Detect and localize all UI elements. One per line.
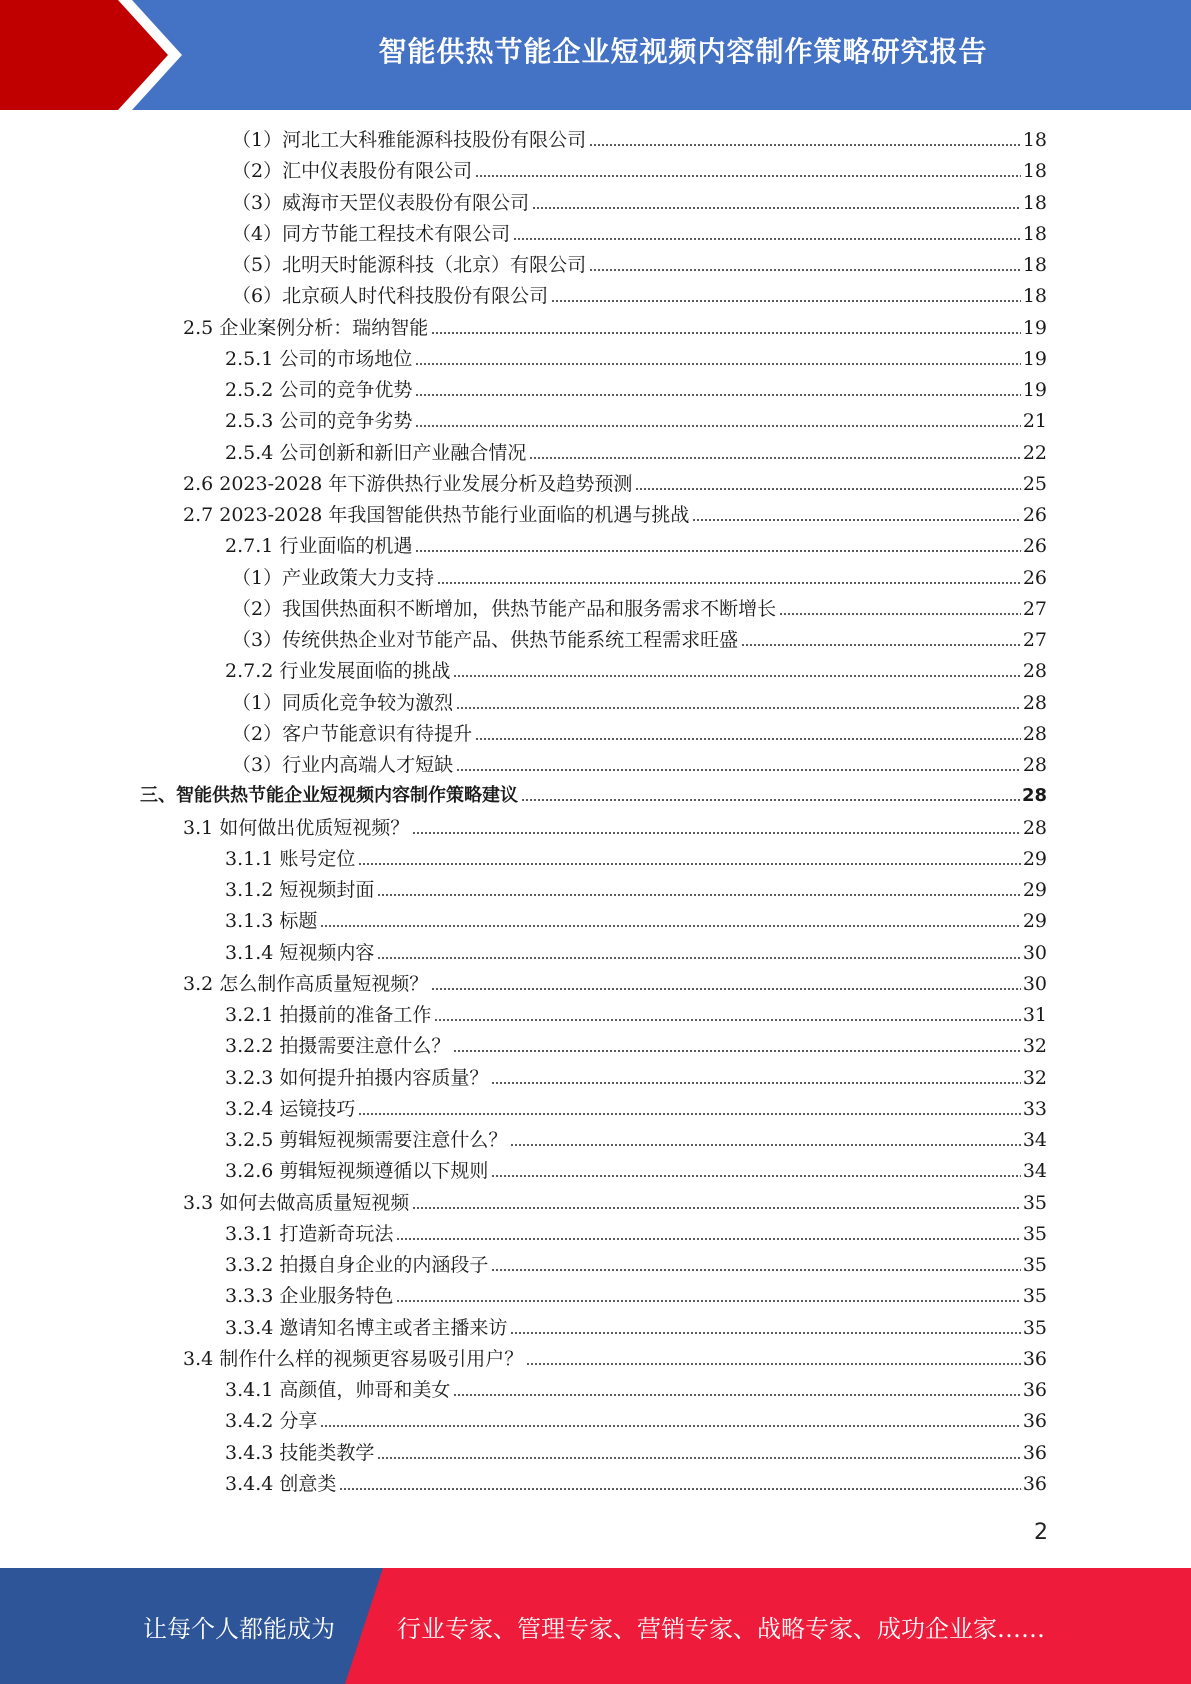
- toc-entry-title: 3.3.2 拍摄自身企业的内涵段子: [225, 1254, 489, 1276]
- toc-entry-page: 18: [1022, 191, 1047, 214]
- toc-entry[interactable]: [225, 1378, 1047, 1402]
- toc-entry-page: 18: [1022, 160, 1047, 183]
- toc-entry-page: 18: [1022, 285, 1047, 308]
- toc-entry-page: 19: [1022, 316, 1047, 339]
- toc-entry[interactable]: [225, 659, 1047, 683]
- toc-entry-page: 31: [1022, 1004, 1047, 1026]
- toc-dot-leader: [396, 1300, 1020, 1302]
- toc-entry-title: 3.3.4 邀请知名博主或者主播来访: [225, 1316, 508, 1339]
- toc-entry[interactable]: [225, 1097, 1047, 1121]
- toc-entry[interactable]: [225, 1472, 1047, 1496]
- toc-entry[interactable]: [225, 1409, 1047, 1433]
- toc-dot-leader: [526, 1363, 1021, 1365]
- toc-dot-leader: [529, 457, 1020, 459]
- toc-entry-title: （1）河北工大科雅能源科技股份有限公司: [232, 129, 587, 151]
- toc-entry[interactable]: [232, 628, 1047, 652]
- toc-entry-title: 3.4.1 高颜值，帅哥和美女: [225, 1379, 451, 1401]
- toc-entry-page: 26: [1022, 504, 1047, 526]
- toc-entry-title: （5）北明天时能源科技（北京）有限公司: [232, 254, 587, 276]
- toc-entry-title: 3.3.1 打造新奇玩法: [225, 1222, 394, 1245]
- toc-entry-page: 35: [1022, 1191, 1047, 1214]
- toc-dot-leader: [741, 644, 1021, 646]
- page-number: 2: [1034, 1520, 1048, 1545]
- toc-entry-page: 18: [1022, 254, 1047, 276]
- toc-entry-page: 18: [1022, 222, 1047, 245]
- toc-entry[interactable]: [183, 316, 1047, 340]
- toc-dot-leader: [510, 1144, 1020, 1146]
- toc-entry[interactable]: [140, 784, 1047, 808]
- toc-entry[interactable]: [232, 753, 1047, 777]
- toc-entry[interactable]: [225, 441, 1047, 465]
- toc-dot-leader: [453, 1050, 1020, 1052]
- footer-slogan-right: 行业专家、管理专家、营销专家、战略专家、成功企业家……: [397, 1614, 1045, 1643]
- toc-entry-page: 36: [1022, 1347, 1047, 1370]
- toc-entry-title: （2）汇中仪表股份有限公司: [232, 160, 473, 183]
- toc-entry[interactable]: [232, 722, 1047, 746]
- toc-entry-page: 19: [1022, 379, 1047, 401]
- toc-entry[interactable]: [183, 503, 1047, 527]
- toc-entry-title: 3.4.4 创意类: [225, 1472, 337, 1495]
- toc-entry-page: 36: [1022, 1379, 1047, 1401]
- toc-entry[interactable]: [232, 159, 1047, 183]
- toc-entry-page: 28: [1022, 816, 1047, 839]
- toc-entry-title: 3.1.4 短视频内容: [225, 941, 375, 964]
- toc-entry-page: 35: [1022, 1222, 1047, 1245]
- toc-entry-title: 2.7 2023-2028 年我国智能供热节能行业面临的机遇与挑战: [183, 504, 690, 526]
- toc-entry[interactable]: [232, 222, 1047, 246]
- toc-entry-title: 3.2.1 拍摄前的准备工作: [225, 1004, 432, 1026]
- toc-dot-leader: [510, 1332, 1020, 1334]
- toc-entry[interactable]: [225, 1284, 1047, 1308]
- toc-dot-leader: [320, 925, 1020, 927]
- toc-entry[interactable]: [225, 1128, 1047, 1152]
- toc-entry-title: （3）威海市天罡仪表股份有限公司: [232, 191, 530, 214]
- toc-entry[interactable]: [225, 1003, 1047, 1027]
- toc-entry-page: 26: [1022, 566, 1047, 589]
- toc-entry-title: （3）传统供热企业对节能产品、供热节能系统工程需求旺盛: [232, 629, 739, 651]
- toc-dot-leader: [396, 1238, 1020, 1240]
- toc-entry[interactable]: [225, 909, 1047, 933]
- toc-dot-leader: [412, 832, 1021, 834]
- toc-entry-page: 29: [1022, 910, 1047, 933]
- toc-entry[interactable]: [225, 1159, 1047, 1183]
- toc-entry-title: （6）北京硕人时代科技股份有限公司: [232, 285, 549, 308]
- toc-entry-title: （3）行业内高端人才短缺: [232, 754, 454, 776]
- toc-entry-title: 2.5.3 公司的竞争劣势: [225, 410, 413, 433]
- toc-entry[interactable]: [225, 378, 1047, 402]
- toc-entry-title: 3.2.5 剪辑短视频需要注意什么？: [225, 1129, 508, 1151]
- toc-entry-page: 28: [1022, 660, 1047, 683]
- toc-dot-leader: [692, 519, 1020, 521]
- toc-entry[interactable]: [183, 1347, 1047, 1371]
- toc-entry[interactable]: [232, 597, 1047, 621]
- toc-entry-page: 32: [1022, 1066, 1047, 1089]
- toc-entry-title: （2）客户节能意识有待提升: [232, 722, 473, 745]
- toc-entry[interactable]: [225, 409, 1047, 433]
- toc-entry-page: 29: [1022, 847, 1047, 870]
- toc-entry-page: 28: [1022, 691, 1047, 714]
- toc-entry-title: 3.2 怎么制作高质量短视频？: [183, 972, 429, 995]
- toc-dot-leader: [475, 738, 1021, 740]
- toc-entry-page: 21: [1022, 410, 1047, 433]
- toc-entry-page: 35: [1022, 1254, 1047, 1276]
- toc-entry-page: 34: [1022, 1129, 1047, 1151]
- toc-entry-title: （1）产业政策大力支持: [232, 566, 435, 589]
- toc-dot-leader: [456, 707, 1021, 709]
- toc-dot-leader: [358, 1113, 1020, 1115]
- toc-entry-page: 28: [1021, 785, 1047, 807]
- toc-dot-leader: [431, 332, 1021, 334]
- header-banner: [0, 0, 1191, 110]
- toc-dot-leader: [491, 1175, 1020, 1177]
- toc-entry-title: 3.3.3 企业服务特色: [225, 1285, 394, 1308]
- toc-entry-page: 29: [1022, 879, 1047, 901]
- toc-dot-leader: [475, 175, 1021, 177]
- toc-entry[interactable]: [225, 1441, 1047, 1465]
- toc-entry[interactable]: [183, 472, 1047, 496]
- toc-entry[interactable]: [225, 941, 1047, 965]
- toc-entry-title: （4）同方节能工程技术有限公司: [232, 222, 511, 245]
- toc-entry[interactable]: [232, 691, 1047, 715]
- toc-entry-page: 30: [1022, 941, 1047, 964]
- toc-entry-page: 22: [1022, 441, 1047, 464]
- toc-entry-title: 3.4.2 分享: [225, 1410, 318, 1433]
- toc-entry-page: 36: [1022, 1472, 1047, 1495]
- toc-entry-page: 32: [1022, 1035, 1047, 1058]
- toc-entry-page: 35: [1022, 1316, 1047, 1339]
- toc-entry[interactable]: [225, 1034, 1047, 1058]
- toc-dot-leader: [437, 582, 1021, 584]
- toc-dot-leader: [456, 769, 1021, 771]
- toc-entry-title: 2.7.1 行业面临的机遇: [225, 535, 413, 558]
- toc-dot-leader: [415, 394, 1020, 396]
- toc-entry[interactable]: [232, 566, 1047, 590]
- toc-entry-page: 26: [1022, 535, 1047, 558]
- toc-entry[interactable]: [183, 1191, 1047, 1215]
- toc-dot-leader: [453, 675, 1020, 677]
- toc-entry[interactable]: [232, 128, 1047, 152]
- toc-dot-leader: [339, 1488, 1020, 1490]
- toc-dot-leader: [377, 894, 1020, 896]
- toc-entry-title: 3.1.1 账号定位: [225, 847, 356, 870]
- toc-dot-leader: [415, 363, 1020, 365]
- toc-entry-title: 3.2.3 如何提升拍摄内容质量？: [225, 1066, 489, 1089]
- toc-entry-title: 2.7.2 行业发展面临的挑战: [225, 660, 451, 683]
- footer-banner: [0, 1568, 1191, 1684]
- toc-entry-title: （2）我国供热面积不断增加，供热节能产品和服务需求不断增长: [232, 597, 777, 620]
- toc-entry-title: 3.1.2 短视频封面: [225, 879, 375, 901]
- toc-dot-leader: [415, 425, 1020, 427]
- toc-entry-title: 3.4.3 技能类教学: [225, 1441, 375, 1464]
- toc-entry-title: 2.5.2 公司的竞争优势: [225, 379, 413, 401]
- toc-entry-page: 19: [1022, 347, 1047, 370]
- toc-entry[interactable]: [225, 847, 1047, 871]
- toc-dot-leader: [635, 488, 1020, 490]
- toc-dot-leader: [434, 1019, 1020, 1021]
- toc-dot-leader: [491, 1082, 1020, 1084]
- toc-entry[interactable]: [232, 253, 1047, 277]
- toc-dot-leader: [431, 988, 1021, 990]
- toc-dot-leader: [521, 799, 1020, 801]
- toc-dot-leader: [589, 144, 1021, 146]
- toc-entry[interactable]: [183, 816, 1047, 840]
- toc-entry-title: 三、智能供热节能企业短视频内容制作策略建议: [140, 785, 518, 807]
- toc-entry[interactable]: [225, 878, 1047, 902]
- toc-entry-title: 2.5 企业案例分析：瑞纳智能: [183, 316, 429, 339]
- page-title: 智能供热节能企业短视频内容制作策略研究报告: [378, 35, 988, 68]
- toc-dot-leader: [513, 238, 1021, 240]
- toc-entry-page: 36: [1022, 1441, 1047, 1464]
- toc-entry-title: 3.2.2 拍摄需要注意什么？: [225, 1035, 451, 1058]
- toc-dot-leader: [491, 1269, 1020, 1271]
- toc-entry-page: 27: [1022, 597, 1047, 620]
- toc-dot-leader: [358, 863, 1020, 865]
- toc-entry-page: 34: [1022, 1160, 1047, 1183]
- toc-entry-title: 2.5.1 公司的市场地位: [225, 347, 413, 370]
- toc-entry[interactable]: [225, 347, 1047, 371]
- toc-entry-page: 27: [1022, 629, 1047, 651]
- toc-dot-leader: [377, 1457, 1020, 1459]
- toc-entry-page: 25: [1022, 472, 1047, 495]
- toc-dot-leader: [453, 1394, 1020, 1396]
- toc-dot-leader: [589, 269, 1021, 271]
- toc-entry-title: 2.5.4 公司创新和新旧产业融合情况: [225, 441, 527, 464]
- toc-entry-title: 3.1 如何做出优质短视频？: [183, 816, 410, 839]
- toc-entry-title: 3.3 如何去做高质量短视频: [183, 1191, 410, 1214]
- toc-entry[interactable]: [232, 191, 1047, 215]
- toc-entry-title: （1）同质化竞争较为激烈: [232, 691, 454, 714]
- toc-dot-leader: [779, 613, 1021, 615]
- toc-entry-page: 36: [1022, 1410, 1047, 1433]
- toc-dot-leader: [412, 1207, 1021, 1209]
- toc-dot-leader: [320, 1425, 1020, 1427]
- toc-entry-title: 3.1.3 标题: [225, 910, 318, 933]
- toc-entry[interactable]: [232, 284, 1047, 308]
- toc-entry[interactable]: [225, 1316, 1047, 1340]
- toc-entry-page: 28: [1022, 754, 1047, 776]
- toc-dot-leader: [532, 207, 1021, 209]
- toc-dot-leader: [415, 550, 1020, 552]
- toc-entry[interactable]: [225, 1253, 1047, 1277]
- toc-entry-page: 18: [1022, 129, 1047, 151]
- toc-entry-page: 33: [1022, 1097, 1047, 1120]
- toc-entry[interactable]: [225, 1066, 1047, 1090]
- toc-entry-page: 30: [1022, 972, 1047, 995]
- toc-entry[interactable]: [183, 972, 1047, 996]
- toc-entry-page: 35: [1022, 1285, 1047, 1308]
- toc-entry-title: 2.6 2023-2028 年下游供热行业发展分析及趋势预测: [183, 472, 633, 495]
- toc-dot-leader: [551, 300, 1021, 302]
- toc-entry[interactable]: [225, 1222, 1047, 1246]
- toc-entry-page: 28: [1022, 722, 1047, 745]
- toc-entry-title: 3.2.4 运镜技巧: [225, 1097, 356, 1120]
- toc-entry-title: 3.2.6 剪辑短视频遵循以下规则: [225, 1160, 489, 1183]
- toc-dot-leader: [377, 957, 1020, 959]
- toc-entry[interactable]: [225, 534, 1047, 558]
- footer-slogan-left: 让每个人都能成为: [143, 1614, 335, 1643]
- toc-entry-title: 3.4 制作什么样的视频更容易吸引用户？: [183, 1347, 524, 1370]
